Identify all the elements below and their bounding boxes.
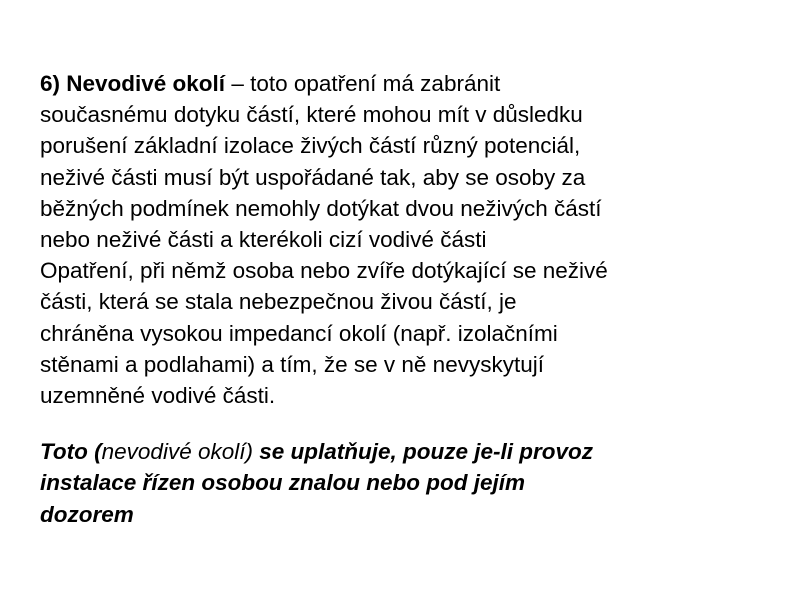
text-segment-emphasis: Toto (: [40, 439, 102, 465]
text-line: dozorem: [40, 501, 134, 527]
text-line: porušení základní izolace živých částí různý potenciál,: [40, 133, 581, 159]
text-segment-italic: nevodivé okolí): [101, 439, 253, 465]
section-heading: 6) Nevodivé okolí: [40, 71, 226, 96]
paragraph-condition: [40, 436, 775, 530]
paragraph-gap: [40, 411, 775, 436]
text-line: nebo neživé části a kterékoli cizí vodivé části: [40, 227, 487, 253]
text-line: neživé části musí být uspořádané tak, aby se osoby za: [40, 164, 586, 190]
text-line: současnému dotyku částí, které mohou mít v důsledku: [40, 102, 583, 128]
text-line: uzemněné vodivé části.: [40, 383, 276, 409]
paragraph-definition: [40, 68, 775, 411]
text-segment-emphasis: se uplatňuje, pouze je-li provoz: [252, 439, 594, 465]
text-line: chráněna vysokou impedancí okolí (např. izolačními: [40, 320, 558, 346]
text-line: běžných podmínek nemohly dotýkat dvou neživých částí: [40, 195, 602, 221]
text-line: [40, 436, 775, 467]
text-line: části, která se stala nebezpečnou živou částí, je: [40, 289, 517, 315]
text-segment: – toto opatření má zabránit: [225, 71, 501, 96]
text-line: stěnami a podlahami) a tím, že se v ně nevyskytují: [40, 351, 544, 377]
text-block: [40, 68, 775, 530]
text-line: Opatření, při němž osoba nebo zvíře dotýkající se neživé: [40, 258, 608, 284]
text-line: [40, 68, 775, 99]
text-line: instalace řízen osobou znalou nebo pod jejím: [40, 470, 526, 496]
